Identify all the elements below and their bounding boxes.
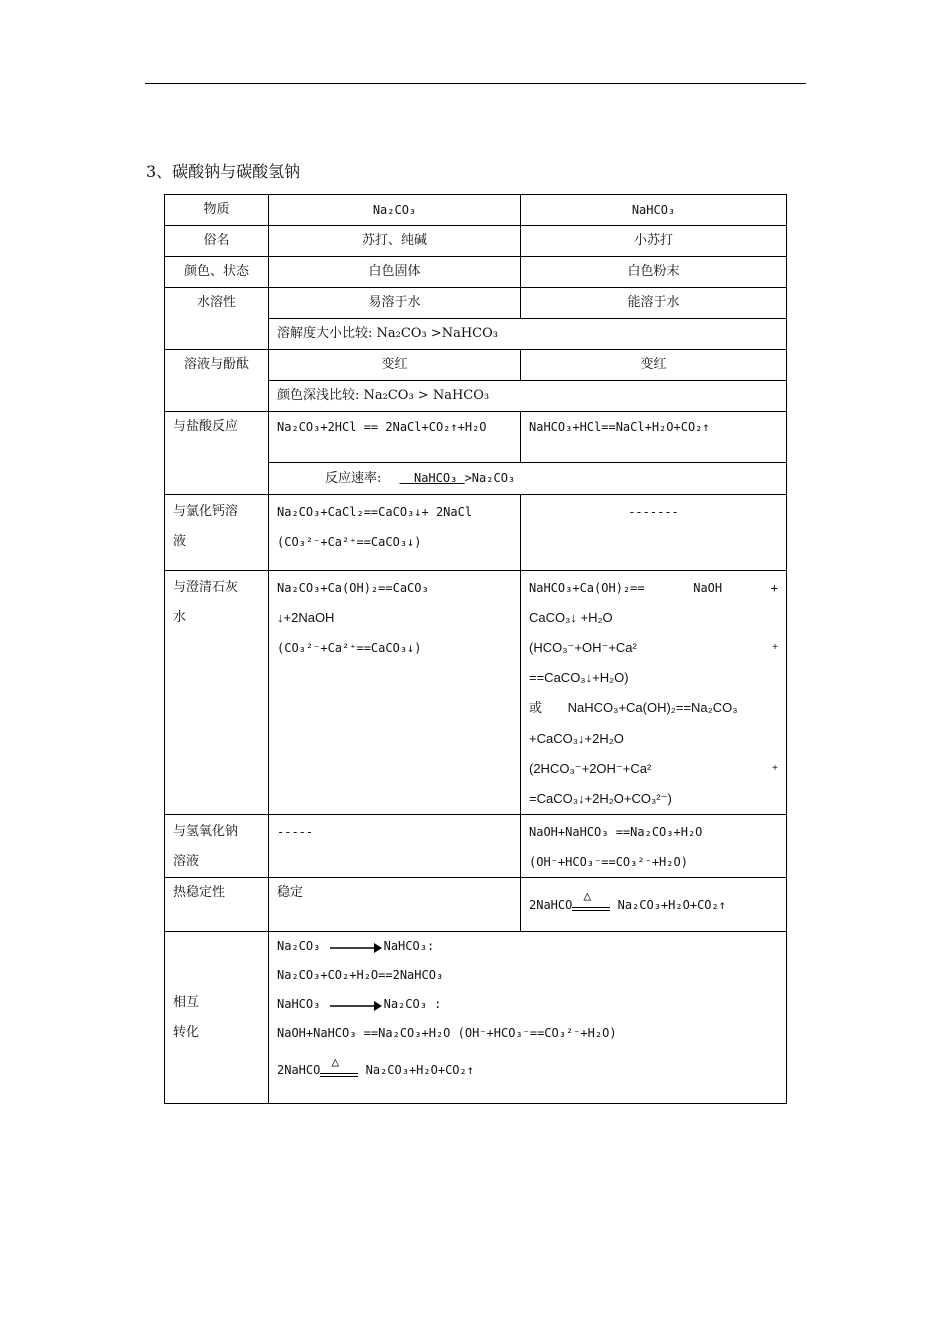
table-row: [165, 412, 787, 463]
cell-value: [521, 878, 787, 932]
cell-value: Na₂CO₃+2HCl == 2NaCl+CO₂↑+H₂O: [269, 412, 521, 463]
equation-part: Na₂CO₃ :: [383, 997, 442, 1011]
header-nahco3: NaHCO₃: [521, 195, 787, 226]
heat-condition-icon: [572, 889, 610, 916]
heat-condition-icon: [320, 1054, 358, 1082]
row-label: [165, 571, 269, 815]
cell-value: 苏打、纯碱: [269, 226, 521, 257]
row-label: 热稳定性: [165, 878, 269, 932]
equation-part: 或: [529, 701, 543, 716]
cell-value: 白色固体: [269, 257, 521, 288]
comparison-table: [164, 194, 787, 1104]
equation-part: +: [770, 581, 778, 595]
row-label: 颜色、状态: [165, 257, 269, 288]
rate-tail: >Na₂CO₃: [464, 471, 516, 485]
section-title: 3、碳酸钠与碳酸氢钠: [146, 162, 301, 181]
equation-line: Na₂CO₃+Ca(OH)₂==CaCO₃: [277, 581, 429, 595]
row-label: 俗名: [165, 226, 269, 257]
equation-line: [529, 754, 778, 784]
row-label: 水溶性: [165, 288, 269, 350]
label-line: 转化: [173, 1024, 200, 1040]
row-label: [165, 932, 269, 1104]
table-row: [165, 350, 787, 381]
equation-line: [529, 633, 778, 663]
rate-blank-value: NaHCO₃: [413, 471, 458, 485]
equation-line: (OH⁻+HCO₃⁻==CO₃²⁻+H₂O): [529, 855, 688, 869]
row-label: [165, 495, 269, 571]
cell-value: 小苏打: [521, 226, 787, 257]
table-row: [165, 288, 787, 319]
row-label: 与盐酸反应: [165, 412, 269, 495]
equation-part: (HCO₃⁻+OH⁻+Ca²: [529, 640, 637, 655]
row-label: [165, 815, 269, 878]
label-line: 与氢氧化钠: [173, 824, 239, 839]
table-row: [165, 878, 787, 932]
cell-value: 稳定: [269, 878, 521, 932]
arrow-right-icon: [330, 940, 382, 954]
equation-line: [529, 693, 778, 724]
equation-part: NaHCO₃:: [383, 939, 435, 953]
equation-line: Na₂CO₃+CO₂+H₂O==2NaHCO₃: [277, 968, 444, 982]
equation-line: NaOH+NaHCO₃ ==Na₂CO₃+H₂O (OH⁻+HCO₃⁻==CO₃²⁻+H₂O): [277, 1026, 617, 1040]
cell-value: [521, 571, 787, 815]
table-row: [165, 495, 787, 571]
equation-line: Na₂CO₃+CaCl₂==CaCO₃↓+ 2NaCl: [277, 505, 473, 519]
cell-value: [269, 495, 521, 571]
equation-line: [277, 990, 778, 1019]
equation-line: (CO₃²⁻+Ca²⁺==CaCO₃↓): [277, 641, 422, 655]
equation-line: ==CaCO₃↓+H₂O): [529, 670, 629, 685]
label-line: 液: [173, 534, 187, 549]
rate-compare: [269, 463, 787, 495]
cell-value: -------: [521, 495, 787, 571]
label-line: 相互: [173, 994, 200, 1010]
header-rule: [145, 83, 806, 84]
equation-line: =CaCO₃↓+2H₂O+CO₃²⁻): [529, 791, 672, 806]
row-label: 溶液与酚酞: [165, 350, 269, 412]
table-row: [165, 257, 787, 288]
equation-part: (2HCO₃⁻+2OH⁻+Ca²: [529, 761, 652, 776]
label-line: 与澄清石灰: [173, 580, 239, 595]
header-na2co3: Na₂CO₃: [269, 195, 521, 226]
equation-part: 2NaHCO: [529, 897, 573, 912]
cell-value: -----: [269, 815, 521, 878]
equation-line: (CO₃²⁻+Ca²⁺==CaCO₃↓): [277, 535, 422, 549]
equation-part: 2NaHCO: [277, 1063, 321, 1077]
cell-value: 白色粉末: [521, 257, 787, 288]
label-line: 与氯化钙溶: [173, 504, 239, 519]
cell-value: [521, 815, 787, 878]
cell-value: [269, 571, 521, 815]
header-property: 物质: [165, 195, 269, 226]
equation-part: Na₂CO₃+H₂O+CO₂↑: [365, 1063, 474, 1077]
equation-line: [277, 1056, 778, 1085]
equation-part: NaOH: [693, 581, 723, 595]
color-compare: 颜色深浅比较: Na₂CO₃ > NaHCO₃: [269, 381, 787, 412]
equation-part: +: [772, 642, 778, 653]
cell-value: 变红: [269, 350, 521, 381]
label-line: 溶液: [173, 854, 200, 869]
equation-line: ↓+2NaOH: [277, 610, 335, 625]
rate-label: 反应速率:: [325, 471, 382, 486]
equation-line: [277, 932, 778, 961]
equation-part: +: [772, 763, 778, 774]
table-row: [165, 571, 787, 815]
table-row: [165, 815, 787, 878]
equation-line: +CaCO₃↓+2H₂O: [529, 731, 624, 746]
equation-part: Na₂CO₃+H₂O+CO₂↑: [617, 897, 726, 912]
conversion-cell: [269, 932, 787, 1104]
equation-part: NaHCO₃: [277, 997, 321, 1011]
equation-part: Na₂CO₃: [277, 939, 321, 953]
arrow-right-icon: [330, 998, 382, 1012]
equation-line: CaCO₃↓ +H₂O: [529, 610, 613, 625]
solubility-compare: 溶解度大小比较: Na₂CO₃ >NaHCO₃: [269, 319, 787, 350]
heat-symbol: △: [331, 1054, 340, 1070]
label-line: 水: [173, 610, 187, 625]
table-row: [165, 195, 787, 226]
cell-value: NaHCO₃+HCl==NaCl+H₂O+CO₂↑: [521, 412, 787, 463]
equation-line: NaOH+NaHCO₃ ==Na₂CO₃+H₂O: [529, 825, 703, 839]
heat-symbol: △: [583, 889, 592, 904]
table-row: [165, 226, 787, 257]
cell-value: 变红: [521, 350, 787, 381]
cell-value: 易溶于水: [269, 288, 521, 319]
table-row: [165, 932, 787, 1104]
equation-line: [529, 573, 778, 603]
cell-value: 能溶于水: [521, 288, 787, 319]
equation-part: NaHCO₃+Ca(OH)₂==Na₂CO₃: [567, 700, 738, 715]
rate-blank: [400, 471, 465, 485]
equation-part: NaHCO₃+Ca(OH)₂==: [529, 581, 645, 595]
